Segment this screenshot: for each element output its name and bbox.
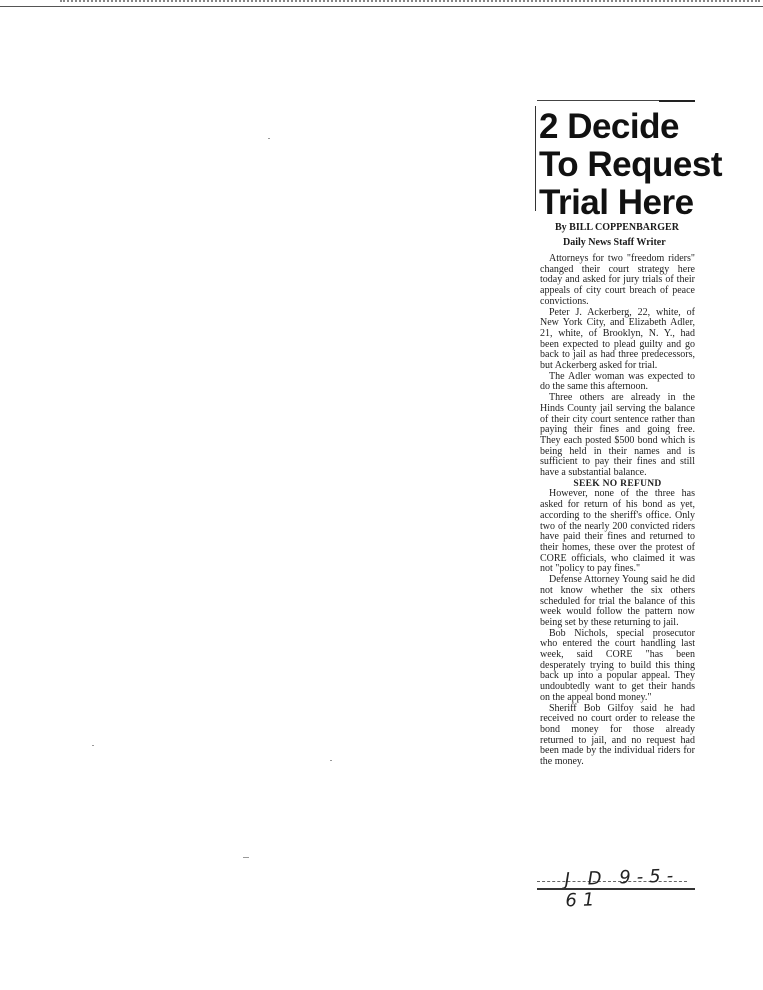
newspaper-clipping bbox=[535, 96, 722, 912]
handwritten-date-stamp: J D 9-5-61 bbox=[564, 865, 680, 912]
scan-speck bbox=[92, 745, 94, 746]
paragraph: Attorneys for two "freedom riders" changed their court strategy here today and asked for jury trials of their appeals of city court breach of peace convictions. bbox=[540, 253, 695, 307]
top-rule bbox=[0, 6, 763, 7]
byline-role: Daily News Staff Writer bbox=[563, 237, 666, 248]
paragraph: Sheriff Bob Gilfoy said he had received no court order to release the bond money for those already returned to jail, and no request had been made by the individual riders for the money. bbox=[540, 702, 695, 768]
clipping-top-rule bbox=[537, 100, 695, 101]
clipping-left-edge bbox=[535, 106, 536, 211]
clipping-bottom-rule bbox=[537, 888, 695, 890]
scan-speck bbox=[330, 760, 332, 761]
paragraph: Defense Attorney Young said he did not know whether the six others scheduled for trial the balance of this week would follow the pattern now being set by these returning to jail. bbox=[540, 574, 695, 628]
headline-line-1: 2 Decide bbox=[539, 107, 679, 146]
scan-speck bbox=[243, 857, 249, 858]
article-body bbox=[540, 254, 695, 768]
paragraph: However, none of the three has asked for return of his bond as yet, according to the sheriff's office. Only two of the nearly 200 convicted riders have paid their fines and returned to their homes, these over the protest of CORE officials, who claimed it was not "policy to pay fines." bbox=[540, 488, 695, 575]
paragraph: The Adler woman was expected to do the same this afternoon. bbox=[540, 370, 695, 393]
subhead: SEEK NO REFUND bbox=[573, 478, 662, 489]
scan-speck bbox=[268, 138, 270, 139]
headline-line-2: To Request bbox=[539, 145, 722, 184]
paragraph: Three others are already in the Hinds County jail serving the balance of their city court sentence rather than paying their fines and going free. They each posted $500 bond which is being held in their names and is sufficient to pay their fines and still have a substantial balance. bbox=[540, 392, 695, 479]
top-scan-edge bbox=[60, 0, 760, 5]
paragraph: Bob Nichols, special prosecutor who entered the court handling last week, said CORE "has been desperately trying to build this thing back up into a popular appeal. They undoubtedly want to get their hands on the appeal bond money." bbox=[540, 627, 695, 703]
byline: By BILL COPPENBARGER bbox=[555, 222, 679, 233]
headline-line-3: Trial Here bbox=[539, 183, 694, 222]
paragraph: Peter J. Ackerberg, 22, white, of New York City, and Elizabeth Adler, 21, white, of Brooklyn, N. Y., had been expected to plead guilty and go back to jail as had three predecessors, but Ackerberg asked for trial. bbox=[540, 306, 695, 372]
headline bbox=[539, 107, 722, 222]
